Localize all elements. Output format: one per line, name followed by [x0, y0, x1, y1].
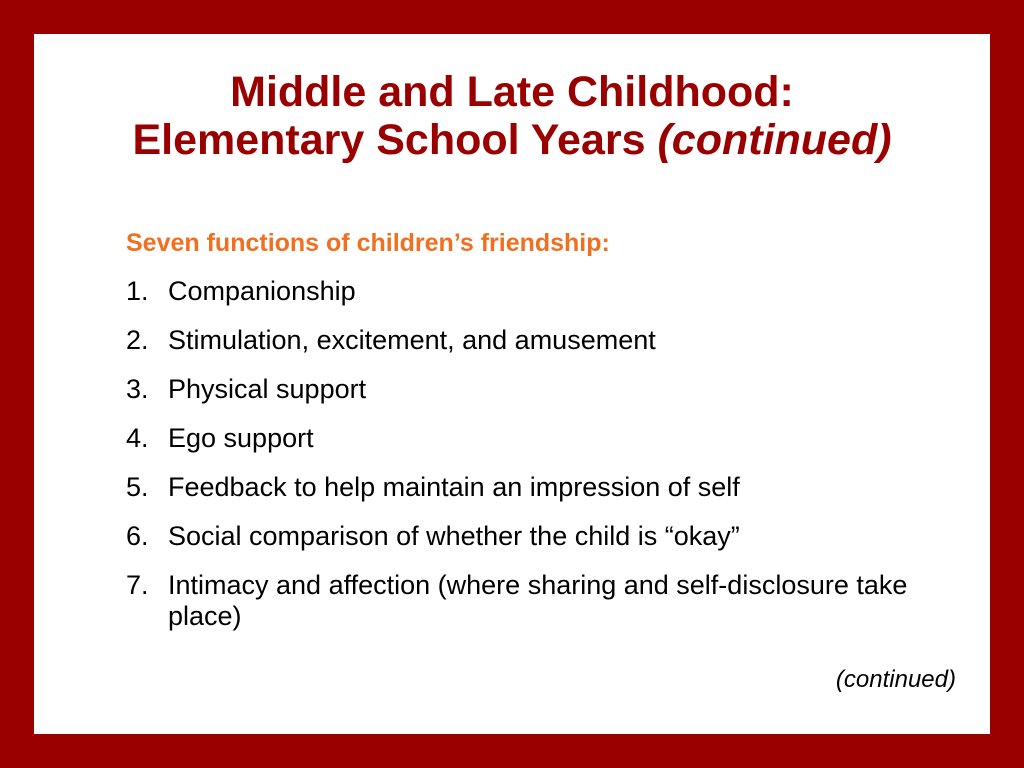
list-item-number: 5. — [126, 472, 149, 502]
list-item — [126, 521, 946, 552]
list-item-text: Social comparison of whether the child is “okay” — [168, 521, 740, 551]
list-item-text: Stimulation, excitement, and amusement — [168, 325, 656, 355]
list-item-number: 3. — [126, 374, 149, 404]
list-item-text: Intimacy and affection (where sharing and self-disclosure take place) — [168, 570, 908, 631]
slide — [34, 34, 990, 734]
list-item-text: Feedback to help maintain an impression of self — [168, 472, 740, 502]
slide-content — [126, 228, 946, 650]
slide-title — [34, 68, 990, 164]
list-item — [126, 276, 946, 307]
title-line-2-main: Elementary School Years — [132, 116, 646, 164]
list-item — [126, 423, 946, 454]
list-item-number: 6. — [126, 521, 149, 551]
list-item — [126, 374, 946, 405]
list-heading: Seven functions of children’s friendship: — [126, 229, 610, 257]
list-item-text: Ego support — [168, 423, 314, 453]
title-line-2-italic: (continued) — [657, 116, 892, 164]
continued-note: (continued) — [835, 666, 956, 693]
list-item-number: 1. — [126, 276, 149, 306]
list-item — [126, 325, 946, 356]
list-item-number: 4. — [126, 423, 149, 453]
list-item — [126, 570, 946, 632]
list-item-text: Physical support — [168, 374, 367, 404]
title-line-2 — [34, 116, 990, 164]
title-line-1: Middle and Late Childhood: — [230, 68, 794, 116]
friendship-functions-list — [126, 276, 946, 632]
list-item-number: 7. — [126, 570, 149, 600]
list-item — [126, 472, 946, 503]
list-item-text: Companionship — [168, 276, 356, 306]
list-item-number: 2. — [126, 325, 149, 355]
